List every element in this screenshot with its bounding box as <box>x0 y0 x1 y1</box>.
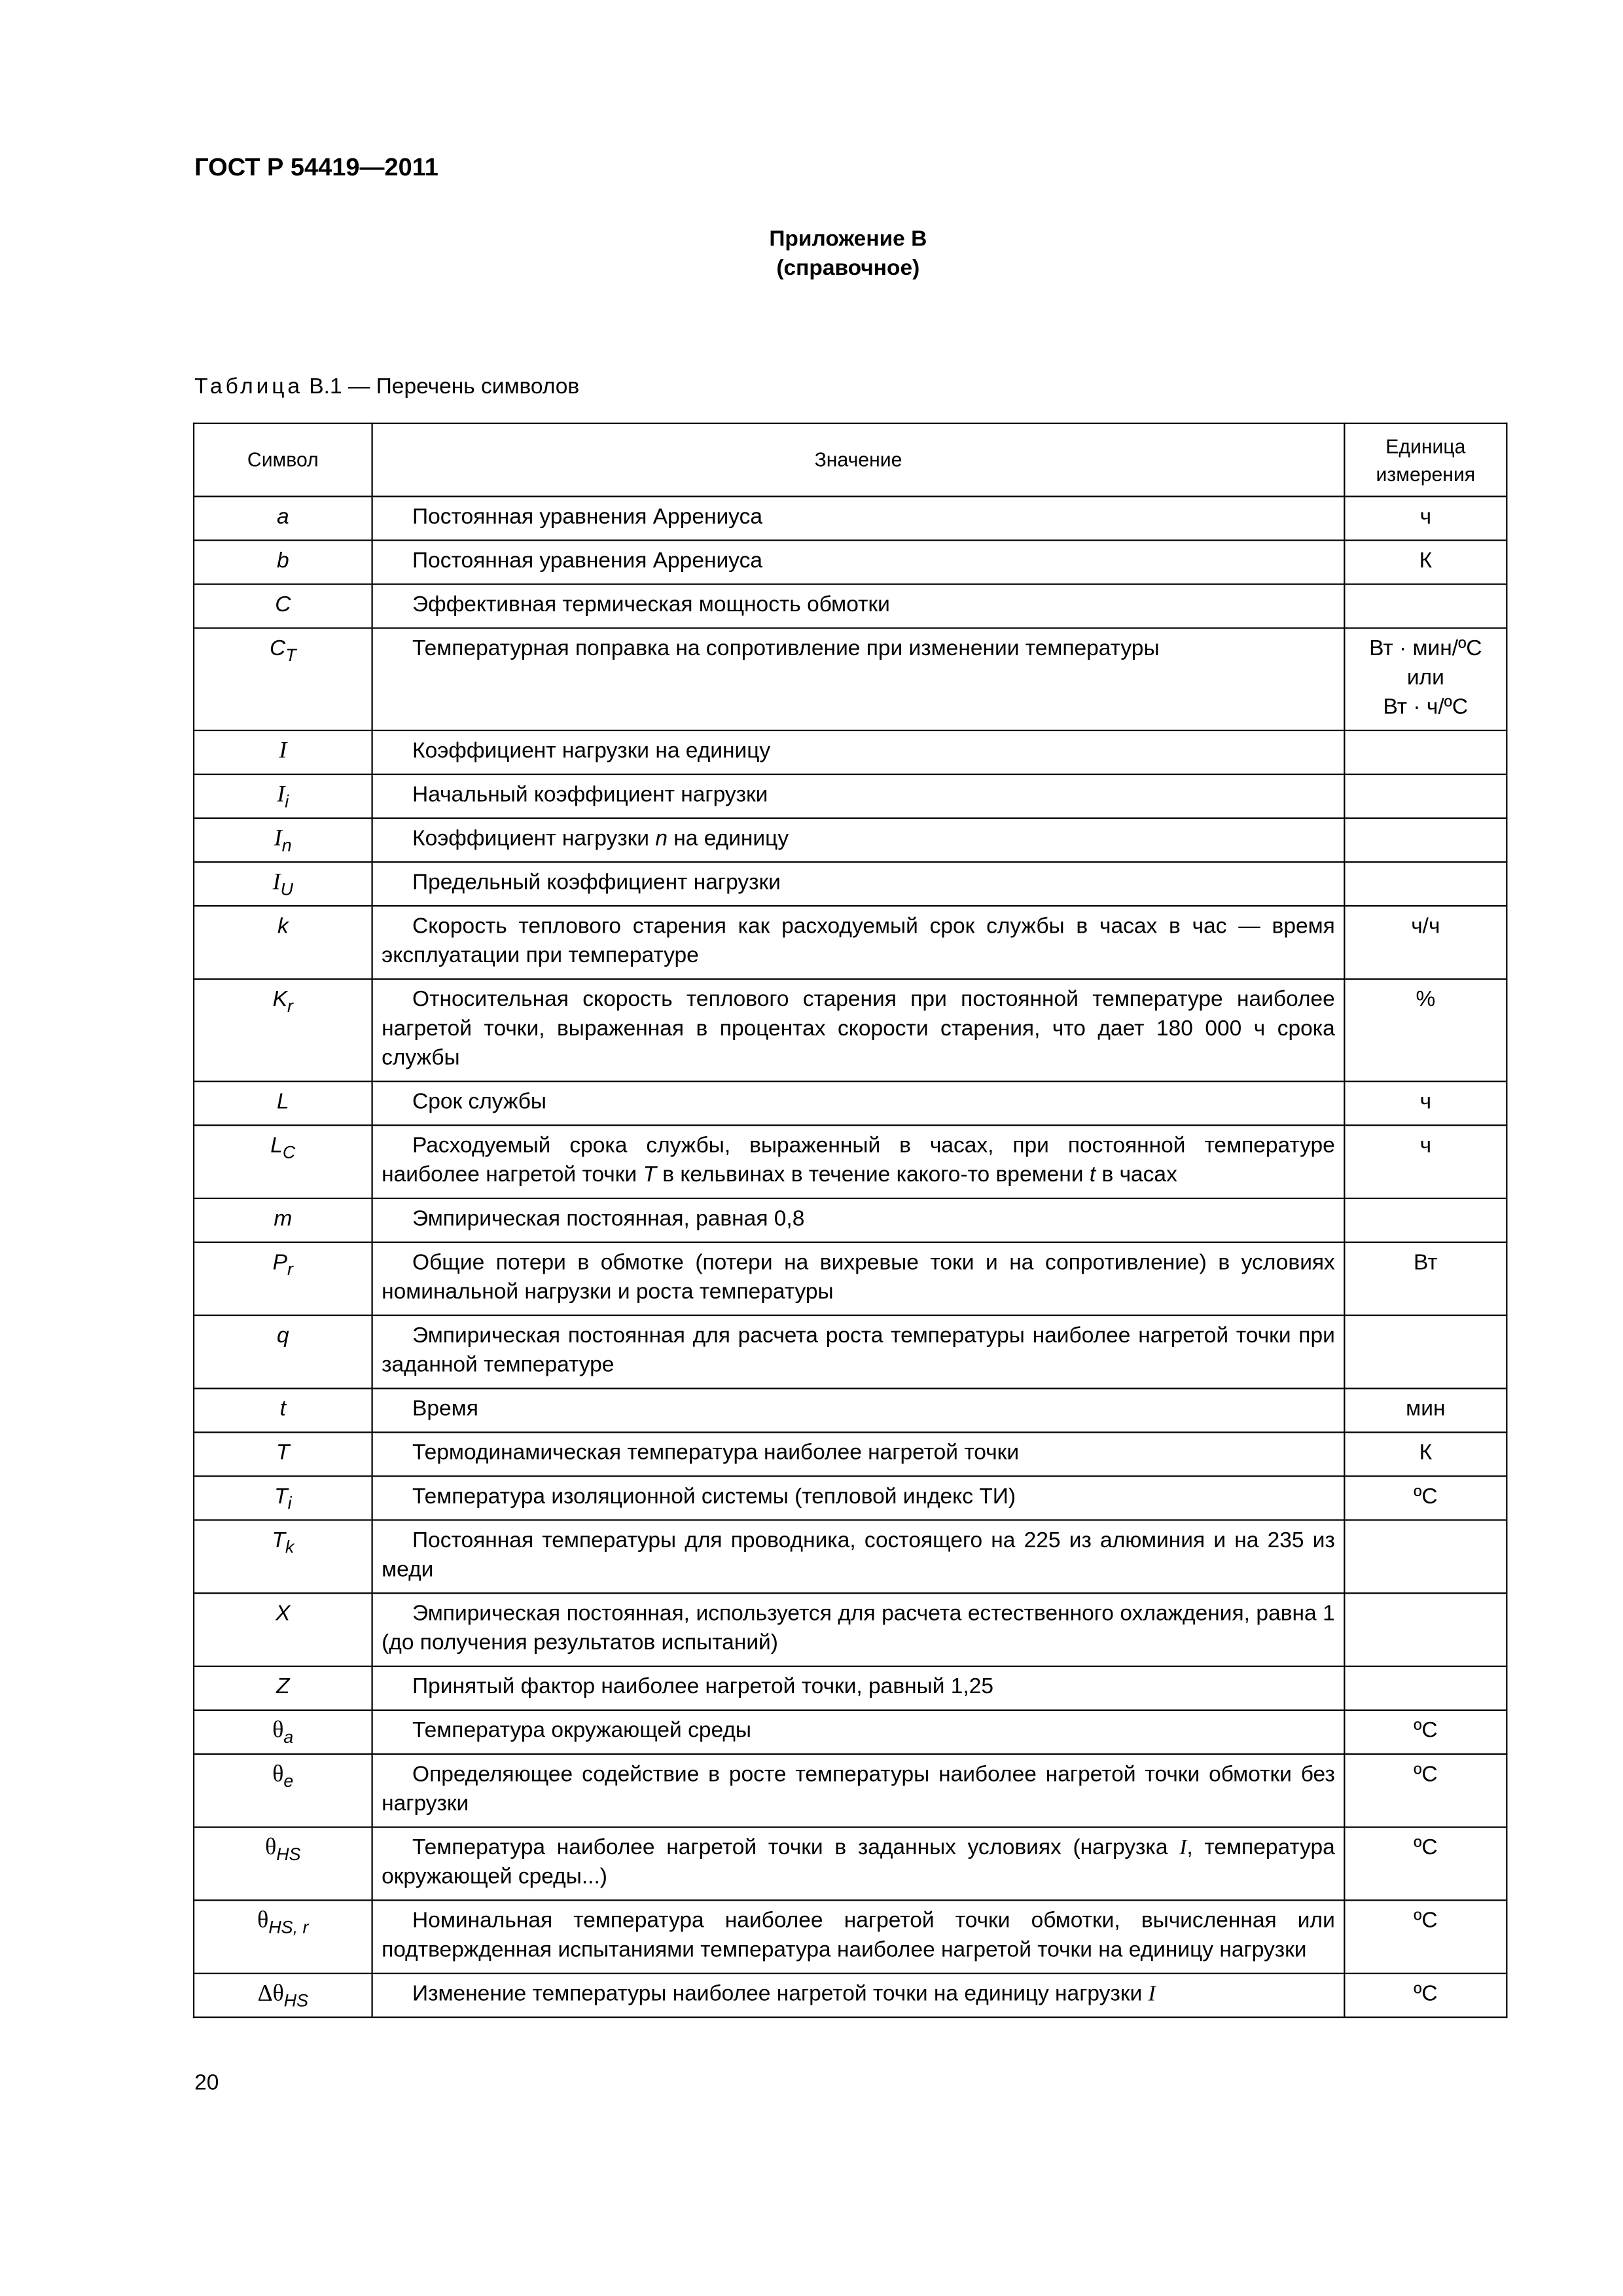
column-header-unit-line2: измерения <box>1376 463 1476 485</box>
table-row <box>194 1316 1507 1389</box>
symbol-cell <box>194 1754 372 1827</box>
meaning-text: на единицу <box>667 826 789 852</box>
unit-cell: К <box>1344 1432 1507 1476</box>
symbol-subscript: HS <box>283 1990 308 2011</box>
symbol-cell <box>194 1316 372 1389</box>
symbol-cell <box>194 628 372 730</box>
unit-cell: ºС <box>1344 1710 1507 1754</box>
annex-subtitle: (справочное) <box>776 255 920 281</box>
symbol-subscript: a <box>283 1727 294 1748</box>
symbol-cell <box>194 541 372 584</box>
symbol-text: I <box>272 870 281 895</box>
symbol-text: a <box>276 504 289 529</box>
meaning-cell: Постоянная уравнения Аррениуса <box>372 541 1345 584</box>
table-row <box>194 584 1507 628</box>
table-row <box>194 1900 1507 1973</box>
unit-cell <box>1344 1520 1507 1593</box>
unit-cell <box>1344 730 1507 774</box>
unit-cell: ºС <box>1344 1900 1507 1973</box>
symbol-text: T <box>272 1528 285 1553</box>
unit-cell <box>1344 1593 1507 1666</box>
unit-cell: ºС <box>1344 1476 1507 1520</box>
meaning-cell <box>372 1827 1345 1901</box>
unit-cell: ч <box>1344 497 1507 541</box>
symbol-text: L <box>270 1133 283 1158</box>
meaning-cell: Эмпирическая постоянная, равная 0,8 <box>372 1198 1345 1242</box>
symbol-text: C <box>275 592 291 617</box>
symbol-text: m <box>274 1206 293 1232</box>
symbol-text: P <box>272 1250 288 1276</box>
meaning-cell: Определяющее содействие в росте температуры наиболее нагретой точки обмотки без нагрузки <box>372 1754 1345 1827</box>
table-row <box>194 730 1507 774</box>
unit-line: Вт · ч/ºС <box>1383 694 1469 720</box>
meaning-text: Изменение температуры наиболее нагретой точки на единицу нагрузки <box>412 1981 1149 2007</box>
symbol-text: θ <box>272 1718 284 1744</box>
symbol-text: Z <box>276 1674 290 1700</box>
symbol-cell <box>194 862 372 906</box>
inline-symbol: I <box>1148 1982 1156 2007</box>
meaning-cell: Коэффициент нагрузки на единицу <box>372 730 1345 774</box>
meaning-text: Температура наиболее нагретой точки в заданных условиях (нагрузка <box>412 1835 1180 1860</box>
symbol-text: Δθ <box>257 1981 284 2007</box>
table-row <box>194 774 1507 818</box>
symbol-cell <box>194 1081 372 1125</box>
column-header-symbol: Символ <box>194 423 372 497</box>
annex-heading <box>702 225 994 283</box>
meaning-cell: Эмпирическая постоянная, используется для расчета естественного охлаждения, равна 1 (до получения результатов испытаний) <box>372 1593 1345 1666</box>
symbol-text: C <box>270 636 286 661</box>
unit-cell <box>1344 1316 1507 1389</box>
meaning-text: , температура окружающей среды...) <box>382 1835 1335 1890</box>
unit-cell: ч/ч <box>1344 906 1507 979</box>
symbol-text: θ <box>257 1908 269 1933</box>
table-row <box>194 628 1507 730</box>
meaning-cell: Принятый фактор наиболее нагретой точки, равный 1,25 <box>372 1666 1345 1710</box>
unit-cell: ºС <box>1344 1754 1507 1827</box>
unit-cell: ч <box>1344 1125 1507 1198</box>
symbol-subscript: C <box>282 1141 296 1163</box>
symbol-cell <box>194 1710 372 1754</box>
meaning-cell: Срок службы <box>372 1081 1345 1125</box>
symbol-subscript: e <box>283 1770 294 1791</box>
table-row <box>194 1666 1507 1710</box>
meaning-cell <box>372 818 1345 862</box>
column-header-meaning: Значение <box>372 423 1345 497</box>
meaning-cell: Предельный коэффициент нагрузки <box>372 862 1345 906</box>
symbol-text: t <box>279 1396 286 1422</box>
meaning-cell: Температурная поправка на сопротивление при изменении температуры <box>372 628 1345 730</box>
unit-cell <box>1344 1198 1507 1242</box>
meaning-cell: Постоянная уравнения Аррениуса <box>372 497 1345 541</box>
inline-symbol: t <box>1089 1162 1096 1188</box>
meaning-cell: Номинальная температура наиболее нагретой точки обмотки, вычисленная или подтвержденная испытаниями температура наиболее нагретой точки на единицу нагрузки <box>372 1900 1345 1973</box>
symbol-subscript: r <box>287 1259 293 1280</box>
meaning-cell: Термодинамическая температура наиболее нагретой точки <box>372 1432 1345 1476</box>
symbol-text: T <box>274 1484 288 1509</box>
unit-cell <box>1344 862 1507 906</box>
symbol-text: L <box>276 1089 289 1115</box>
meaning-cell: Относительная скорость теплового старения при постоянной температуре наиболее нагретой точки, выраженная в процентах скорости старения, что дает 180 000 ч срока службы <box>372 979 1345 1081</box>
unit-cell <box>1344 818 1507 862</box>
symbol-cell <box>194 1476 372 1520</box>
symbol-cell <box>194 1242 372 1316</box>
meaning-cell: Постоянная температуры для проводника, состоящего на 225 из алюминия и на 235 из меди <box>372 1520 1345 1593</box>
table-row <box>194 1198 1507 1242</box>
table-caption-label: Таблица <box>194 374 303 399</box>
table-row <box>194 1593 1507 1666</box>
table-caption-text: В.1 — Перечень символов <box>302 374 580 399</box>
symbol-cell <box>194 1520 372 1593</box>
symbol-cell <box>194 1125 372 1198</box>
table-row <box>194 862 1507 906</box>
symbol-cell <box>194 497 372 541</box>
page-number: 20 <box>194 2070 219 2096</box>
symbol-text: q <box>276 1323 289 1348</box>
table-row <box>194 979 1507 1081</box>
table-header-row <box>194 423 1507 497</box>
table-row <box>194 1388 1507 1432</box>
table-row <box>194 1432 1507 1476</box>
symbols-table <box>193 423 1508 2018</box>
inline-symbol: n <box>655 826 668 852</box>
symbol-cell <box>194 584 372 628</box>
unit-cell <box>1344 628 1507 730</box>
meaning-cell: Эмпирическая постоянная для расчета роста температуры наиболее нагретой точки при заданной температуре <box>372 1316 1345 1389</box>
inline-symbol: T <box>643 1162 656 1188</box>
meaning-text: в часах <box>1096 1162 1177 1188</box>
symbol-cell <box>194 818 372 862</box>
table-row <box>194 1973 1507 2017</box>
table-row <box>194 1710 1507 1754</box>
symbol-cell <box>194 1827 372 1901</box>
symbol-subscript: n <box>281 834 292 856</box>
unit-cell: ч <box>1344 1081 1507 1125</box>
unit-cell: К <box>1344 541 1507 584</box>
table-row <box>194 1476 1507 1520</box>
annex-title: Приложение В <box>769 226 927 252</box>
meaning-text: Расходуемый срока службы, выраженный в часах, при постоянной температуре наиболее нагретой точки <box>382 1133 1335 1188</box>
table-row <box>194 818 1507 862</box>
table-row <box>194 1754 1507 1827</box>
symbol-cell <box>194 1666 372 1710</box>
unit-cell: мин <box>1344 1388 1507 1432</box>
meaning-cell <box>372 1973 1345 2017</box>
column-header-unit-line1: Единица <box>1385 435 1466 457</box>
unit-cell: % <box>1344 979 1507 1081</box>
table-row <box>194 1520 1507 1593</box>
table-row <box>194 1242 1507 1316</box>
unit-cell <box>1344 1666 1507 1710</box>
symbol-subscript: i <box>285 791 289 812</box>
symbol-text: T <box>276 1440 290 1465</box>
symbol-subscript: i <box>287 1493 292 1514</box>
unit-line: или <box>1406 665 1444 691</box>
symbol-text: I <box>274 826 282 852</box>
meaning-cell: Скорость теплового старения как расходуемый срок службы в часах в час — время эксплуатации при температуре <box>372 906 1345 979</box>
meaning-cell: Температура изоляционной системы (тепловой индекс ТИ) <box>372 1476 1345 1520</box>
unit-cell <box>1344 774 1507 818</box>
symbol-text: X <box>276 1601 291 1626</box>
symbol-cell <box>194 1388 372 1432</box>
table-row <box>194 1827 1507 1901</box>
symbol-cell <box>194 906 372 979</box>
symbol-subscript: T <box>285 645 296 666</box>
symbol-cell <box>194 1900 372 1973</box>
symbol-text: θ <box>265 1835 277 1860</box>
meaning-text: в кельвинах в течение какого-то времени <box>656 1162 1090 1188</box>
symbol-subscript: HS, r <box>268 1917 309 1938</box>
table-row <box>194 541 1507 584</box>
symbol-text: k <box>277 914 289 939</box>
unit-cell <box>1344 584 1507 628</box>
symbol-cell <box>194 774 372 818</box>
unit-cell: Вт <box>1344 1242 1507 1316</box>
symbol-text: I <box>279 738 287 764</box>
symbol-text: K <box>272 987 288 1013</box>
inline-symbol: I <box>1179 1837 1187 1860</box>
symbol-text: b <box>276 548 289 573</box>
column-header-unit <box>1344 423 1507 497</box>
meaning-cell: Температура окружающей среды <box>372 1710 1345 1754</box>
symbol-text: θ <box>272 1762 284 1787</box>
unit-cell: ºС <box>1344 1973 1507 2017</box>
table-row <box>194 906 1507 979</box>
symbol-text: I <box>277 782 285 808</box>
meaning-cell <box>372 1125 1345 1198</box>
table-row <box>194 1125 1507 1198</box>
table-row <box>194 497 1507 541</box>
symbol-cell <box>194 1973 372 2017</box>
meaning-cell: Время <box>372 1388 1345 1432</box>
symbol-cell <box>194 730 372 774</box>
symbol-subscript: k <box>285 1537 294 1558</box>
symbol-subscript: HS <box>276 1844 301 1865</box>
table-caption <box>194 374 579 399</box>
meaning-cell: Эффективная термическая мощность обмотки <box>372 584 1345 628</box>
symbol-cell <box>194 1593 372 1666</box>
symbol-cell <box>194 1432 372 1476</box>
symbol-cell <box>194 1198 372 1242</box>
meaning-text: Коэффициент нагрузки <box>412 826 656 852</box>
meaning-cell: Начальный коэффициент нагрузки <box>372 774 1345 818</box>
unit-line: Вт · мин/ºС <box>1369 636 1482 661</box>
document-code: ГОСТ Р 54419—2011 <box>194 153 438 182</box>
unit-cell: ºС <box>1344 1827 1507 1901</box>
symbol-cell <box>194 979 372 1081</box>
symbol-subscript: r <box>287 996 293 1016</box>
meaning-cell: Общие потери в обмотке (потери на вихревые токи и на сопротивление) в условиях номинальной нагрузки и роста температуры <box>372 1242 1345 1316</box>
symbol-subscript: U <box>280 878 293 900</box>
table-row <box>194 1081 1507 1125</box>
